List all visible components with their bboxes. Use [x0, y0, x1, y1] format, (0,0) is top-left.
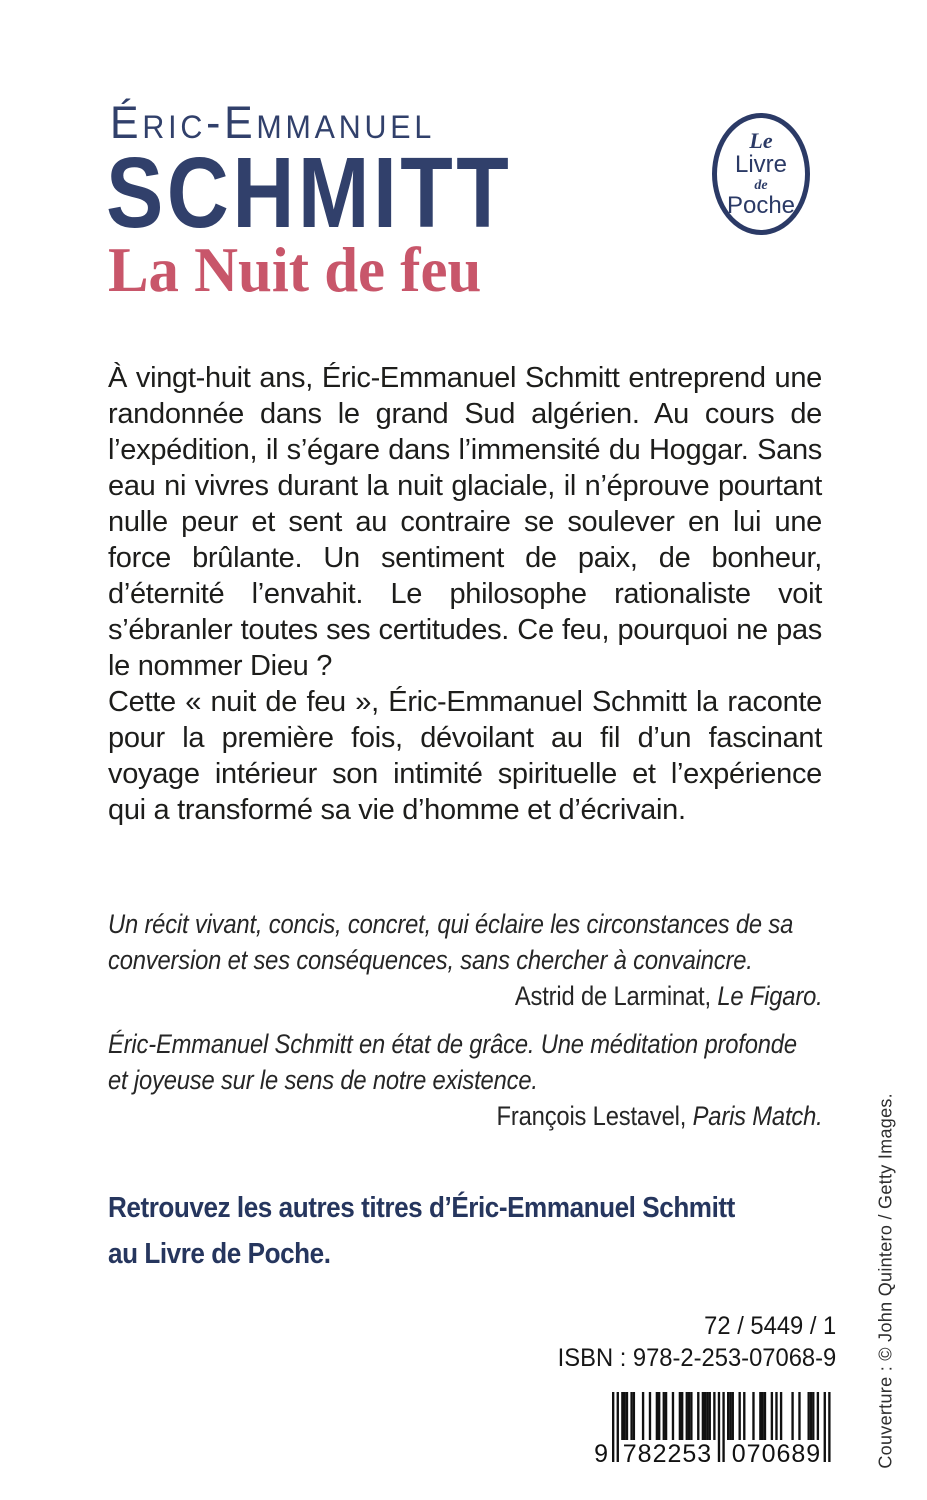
- review-source: Paris Match.: [692, 1101, 823, 1131]
- promo-line-1: Retrouvez les autres titres d’Éric-Emmanuel Schmitt: [108, 1192, 735, 1224]
- synopsis: [108, 360, 822, 828]
- review-quote: Éric-Emmanuel Schmitt en état de grâce. Une méditation profonde et joyeuse sur le sens de notre existence.: [108, 1029, 797, 1095]
- livre-de-poche-logo: [712, 113, 810, 235]
- synopsis-paragraph-1: À vingt-huit ans, Éric-Emmanuel Schmitt entreprend une randonnée dans le grand Sud algérien. Au cours de l’expédition, il s’égare dans l’immensité du Hoggar. Sans eau ni vivres durant la nuit glaciale, il n’éprouve pourtant nulle peur et sent au contraire se soulever en lui une force brûlante. Un sentiment de paix, de bonheur, d’éternité l’envahit. Le philosophe rationaliste voit s’ébranler toutes ses certitudes. Ce feu, pourquoi ne pas le nommer Dieu ?: [108, 362, 822, 682]
- reviewer-name: Astrid de Larminat,: [514, 981, 718, 1011]
- print-code: 72 / 5449 / 1: [703, 1312, 836, 1340]
- press-review-figaro: [108, 906, 823, 1014]
- reviewer-name: François Lestavel,: [496, 1101, 693, 1131]
- isbn-number: ISBN : 978-2-253-07068-9: [557, 1344, 836, 1372]
- logo-word-poche: Poche: [726, 192, 796, 219]
- review-source: Le Figaro.: [717, 981, 823, 1011]
- barcode-lead-digit: 9: [594, 1440, 608, 1468]
- review-attribution: [108, 1098, 823, 1134]
- barcode-left-group: 782253: [622, 1440, 713, 1468]
- promo-line-2: au Livre de Poche.: [108, 1238, 331, 1270]
- author-first-names: Éric-Emmanuel: [110, 97, 436, 148]
- ean13-barcode: [594, 1392, 831, 1470]
- logo-word-livre: Livre: [734, 151, 788, 178]
- review-attribution: [108, 978, 823, 1014]
- barcode-digits: [594, 1440, 831, 1470]
- barcode-right-group: 070689: [731, 1440, 822, 1468]
- author-surname: SCHMITT: [106, 137, 513, 249]
- logo-word-de: de: [754, 178, 768, 193]
- synopsis-paragraph-2: Cette « nuit de feu », Éric-Emmanuel Schmitt la raconte pour la première fois, dévoilant au fil d’un fascinant voyage intérieur son intimité spirituelle et l’expérience qui a transformé sa vie d’homme et d’écrivain.: [108, 686, 822, 826]
- press-review-paris-match: [108, 1026, 823, 1134]
- promo-text: [108, 1185, 819, 1277]
- print-info: [557, 1310, 836, 1374]
- review-quote: Un récit vivant, concis, concret, qui éclaire les circonstances de sa conversion et ses conséquences, sans chercher à convaincre.: [108, 909, 794, 975]
- book-title: La Nuit de feu: [108, 234, 482, 305]
- logo-word-le: Le: [749, 128, 773, 153]
- cover-credit: Couverture : © John Quintero / Getty Images.: [876, 1093, 896, 1469]
